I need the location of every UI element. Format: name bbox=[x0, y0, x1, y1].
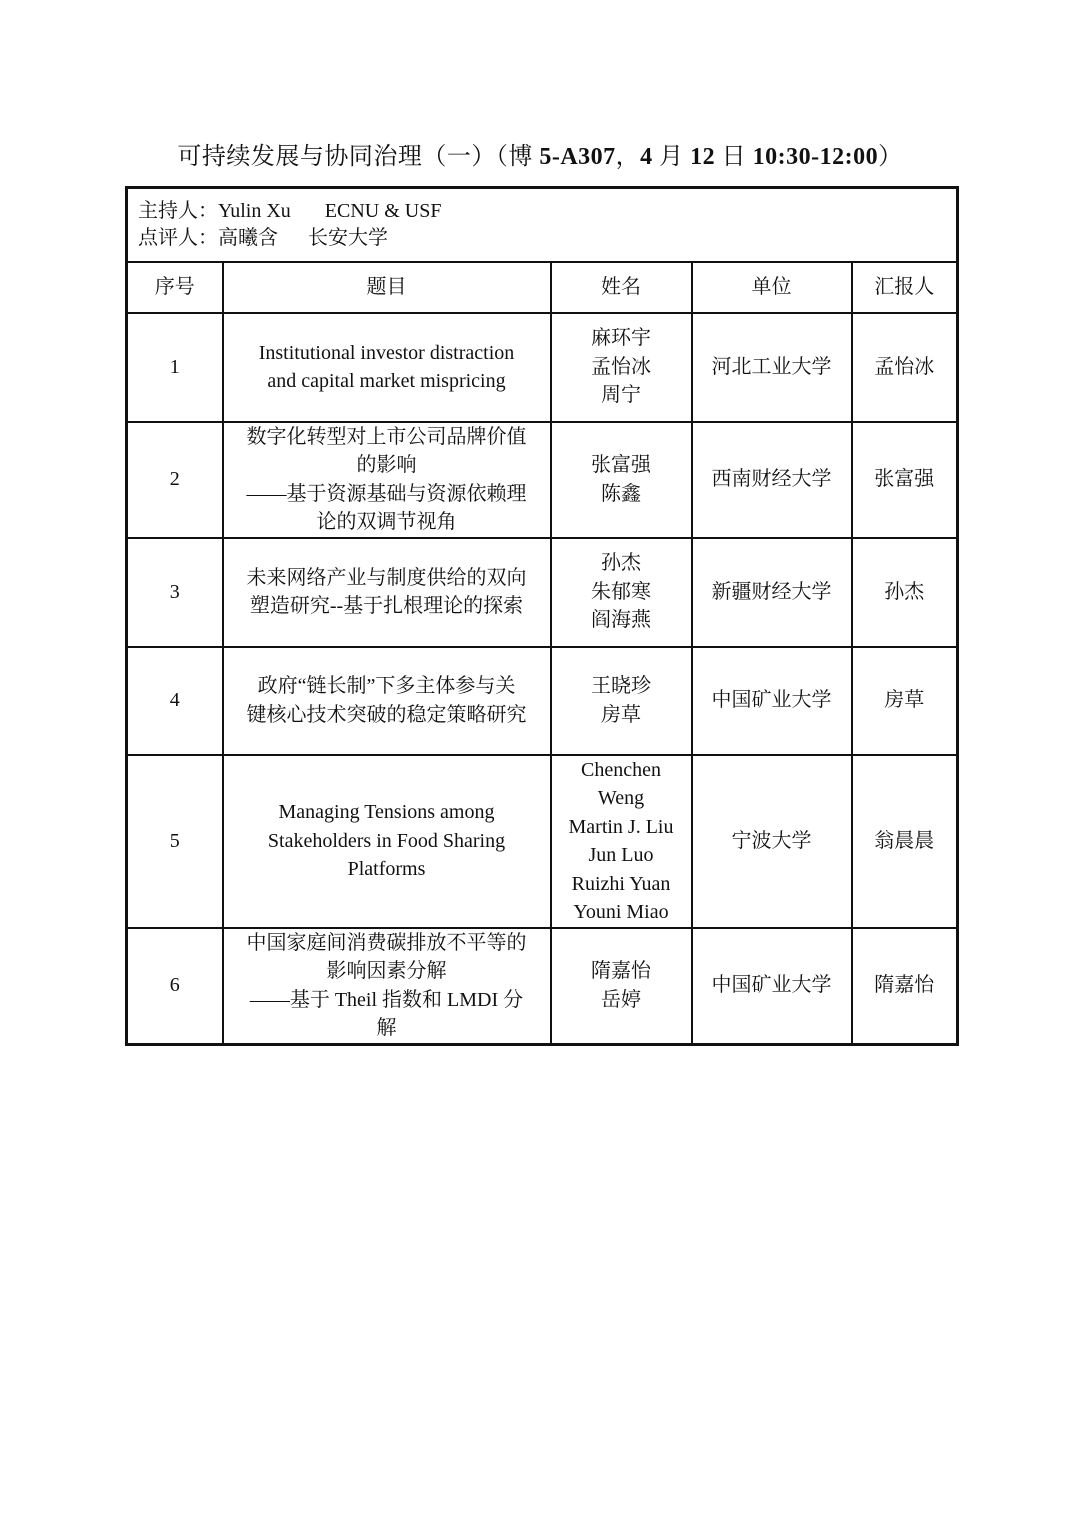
title-line: 解 bbox=[376, 1017, 397, 1039]
title-line: 塑造研究--基于扎根理论的探索 bbox=[249, 595, 524, 617]
author-name: 朱郁寒 bbox=[591, 580, 651, 603]
affiliation: 宁波大学 bbox=[692, 755, 852, 928]
author-name: 周宁 bbox=[601, 384, 641, 407]
author-name: 孙杰 bbox=[601, 552, 641, 575]
title-line: 中国家庭间消费碳排放不平等的 bbox=[246, 931, 527, 954]
column-header-authors: 姓名 bbox=[551, 262, 692, 313]
reviewer-org: 长安大学 bbox=[308, 226, 388, 249]
table-row bbox=[127, 647, 958, 755]
presenter: 孙杰 bbox=[852, 538, 958, 647]
host-line bbox=[138, 198, 946, 225]
paper-title bbox=[223, 928, 551, 1045]
column-header-unit: 单位 bbox=[692, 262, 852, 313]
author-name: Chenchen bbox=[581, 758, 661, 781]
author-list bbox=[551, 422, 692, 538]
author-name: 房草 bbox=[601, 703, 641, 726]
host-label: 主持人： bbox=[138, 199, 218, 222]
affiliation: 西南财经大学 bbox=[692, 422, 852, 538]
day-unit: 日 bbox=[715, 144, 753, 170]
table-row bbox=[127, 422, 958, 538]
author-name: 陈鑫 bbox=[601, 482, 641, 505]
title-suffix: ） bbox=[878, 144, 903, 170]
table-row bbox=[127, 313, 958, 422]
presenter: 房草 bbox=[852, 647, 958, 755]
paper-title bbox=[223, 755, 551, 928]
author-list bbox=[551, 928, 692, 1045]
header-row bbox=[127, 262, 958, 313]
author-name: Ruizhi Yuan bbox=[571, 872, 671, 895]
title-line: Platforms bbox=[347, 858, 426, 881]
affiliation: 新疆财经大学 bbox=[692, 538, 852, 647]
title-line: ——基于资源基础与资源依赖理 bbox=[246, 482, 527, 505]
author-name: Youni Miao bbox=[573, 901, 669, 923]
schedule-table bbox=[125, 186, 959, 1046]
presenter: 翁晨晨 bbox=[852, 755, 958, 928]
paper-title bbox=[223, 647, 551, 755]
title-line: Stakeholders in Food Sharing bbox=[267, 829, 506, 852]
author-name: Weng bbox=[597, 787, 645, 809]
title-line: 数字化转型对上市公司品牌价值 bbox=[246, 425, 527, 448]
title-line: Institutional investor distraction bbox=[258, 341, 515, 364]
session-info bbox=[127, 188, 958, 262]
title-prefix: 可持续发展与协同治理（一）（博 bbox=[177, 144, 540, 170]
row-number: 3 bbox=[127, 538, 223, 647]
paper-title bbox=[223, 422, 551, 538]
month-unit: 月 bbox=[652, 144, 691, 170]
presenter: 孟怡冰 bbox=[852, 313, 958, 422]
author-name: 孟怡冰 bbox=[591, 355, 651, 378]
author-list bbox=[551, 755, 692, 928]
affiliation: 中国矿业大学 bbox=[692, 928, 852, 1045]
session-time: 10:30-12:00 bbox=[752, 144, 879, 170]
page-title bbox=[0, 140, 1080, 174]
presenter: 隋嘉怡 bbox=[852, 928, 958, 1045]
author-name: 麻环宇 bbox=[591, 327, 651, 350]
table-row bbox=[127, 538, 958, 647]
title-line: 影响因素分解 bbox=[326, 960, 447, 982]
day-value: 12 bbox=[690, 144, 716, 170]
author-name: 隋嘉怡 bbox=[591, 960, 651, 982]
title-line: Managing Tensions among bbox=[278, 801, 495, 824]
host-org: ECNU & USF bbox=[324, 199, 442, 222]
table-row bbox=[127, 755, 958, 928]
month-value: 4 bbox=[640, 144, 653, 170]
author-name: 阎海燕 bbox=[591, 609, 651, 632]
reviewer-line bbox=[138, 225, 946, 252]
reviewer-label: 点评人： bbox=[138, 226, 218, 249]
info-row bbox=[127, 188, 958, 262]
title-line: 的影响 bbox=[356, 454, 417, 476]
author-name: Martin J. Liu bbox=[568, 815, 674, 838]
author-name: 张富强 bbox=[591, 454, 651, 476]
presenter: 张富强 bbox=[852, 422, 958, 538]
row-number: 6 bbox=[127, 928, 223, 1045]
author-list bbox=[551, 647, 692, 755]
author-name: 王晓珍 bbox=[591, 675, 651, 697]
title-line: 政府“链长制”下多主体参与关 bbox=[257, 675, 516, 697]
row-number: 5 bbox=[127, 755, 223, 928]
row-number: 2 bbox=[127, 422, 223, 538]
affiliation: 中国矿业大学 bbox=[692, 647, 852, 755]
table-row bbox=[127, 928, 958, 1045]
row-number: 4 bbox=[127, 647, 223, 755]
author-list bbox=[551, 313, 692, 422]
title-line: and capital market mispricing bbox=[267, 370, 506, 392]
host-name: Yulin Xu bbox=[218, 199, 291, 222]
author-list bbox=[551, 538, 692, 647]
title-line: 未来网络产业与制度供给的双向 bbox=[246, 566, 527, 589]
affiliation: 河北工业大学 bbox=[692, 313, 852, 422]
paper-title bbox=[223, 538, 551, 647]
title-separator: ， bbox=[615, 144, 641, 170]
author-name: 岳婷 bbox=[601, 988, 641, 1011]
title-line: ——基于 Theil 指数和 LMDI 分 bbox=[249, 988, 524, 1011]
reviewer-name: 高曦含 bbox=[218, 226, 278, 249]
author-name: Jun Luo bbox=[588, 844, 654, 866]
column-header-presenter: 汇报人 bbox=[852, 262, 958, 313]
title-line: 键核心技术突破的稳定策略研究 bbox=[246, 703, 527, 726]
row-number: 1 bbox=[127, 313, 223, 422]
title-line: 论的双调节视角 bbox=[316, 511, 457, 533]
column-header-title: 题目 bbox=[223, 262, 551, 313]
column-header-number: 序号 bbox=[127, 262, 223, 313]
paper-title bbox=[223, 313, 551, 422]
room-number: 5-A307 bbox=[539, 144, 616, 170]
